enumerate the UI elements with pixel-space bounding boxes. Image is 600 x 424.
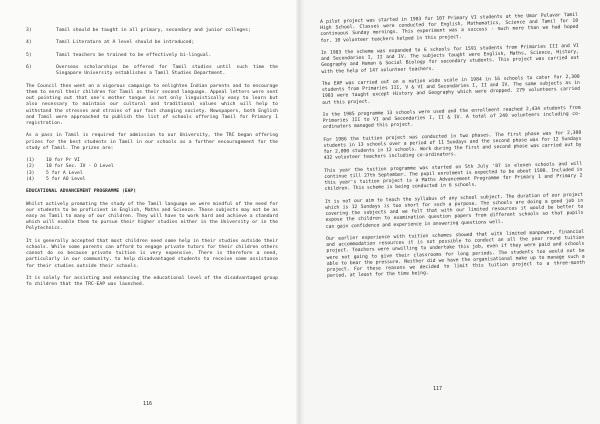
paragraph-project-1986: For 1986 the tuition project was conducted in two phases. The first phase was for 2,300 students in 13 schools over a period of 11 Sundays and the second phase was for 12 Sundays for 2,000 students in 12 schools. Work during the first and second phase was carried out by 432 volunteer teachers including co-ordinators. — [323, 130, 582, 162]
prize-item — [26, 177, 278, 183]
paragraph-experience: Our earlier experience with tuition schemes showed that with limited manpower, financial and accommodation resources it is not possible to conduct an all the year round tuition project. Teachers were unwilling to undertake this job, even if they were paid and schools were not going to give their classrooms for long periods. The students too would not be able to bear the pressure. Neither did we have the organisational make up to manage such a project. For these reasons we decided to limit this tuition project to a three-month period, at least for the time being. — [326, 229, 585, 280]
right-page-content — [320, 13, 585, 287]
prize-number: (4) — [26, 176, 35, 182]
book-gutter — [296, 0, 304, 424]
item-number: 5) — [26, 52, 32, 58]
paragraph-eap-1984: The EAP was carried out on a nation wide scale in 1984 in 16 schools to cater for 2,300 students from Primaries III, V & VI and Secondaries I, II and IV. The same subjects as in 1983 were taught except History and Geography which were dropped. 279 volunteers carried out this project. — [321, 74, 581, 106]
paragraph-eap-purpose: It is solely for assisting and enhancing the educational level of the disadvantaged group fo children that the TRC-EAP was launched. — [26, 275, 278, 288]
prize-text: 10 for Pr VI — [46, 158, 80, 164]
left-page-content — [26, 28, 278, 295]
page-number: 116 — [143, 401, 153, 407]
paragraph-pilot-1983: A pilot project was started in 1983 for 107 Primary VI students at the Umar Pulavar Tamil High School. Classes were conducted for English, Mathematics, Science and Tamil for 10 continuous Sunday mornings. This experiment was a success - much more than we had hoped for. 10 volunteer teachers helped in this project. — [320, 12, 579, 44]
recommendation-item — [26, 53, 278, 59]
item-text: Tamil teachers be trained to be effectively bi-lingual. — [56, 52, 212, 58]
paragraph-expansion-1983: In 1983 the scheme was expanded to 6 schools for 1591 students from Primaries III and VI and Secondaries I, II and IV. The subjects taught were English, Maths, Science, History, Geography and Human & Social Biology for secondary students. This project was carried out with the help of 147 volunteer teachers. — [320, 43, 580, 75]
prize-number: (2) — [26, 164, 35, 170]
prize-list — [26, 158, 278, 183]
paragraph-prizes-intro: As a pass in Tamil is required for admission to our University, the TRC began offering prizes for the best students in Tamil in our schools as a further encouragement for the study of Tamil. The prizes are: — [26, 133, 278, 151]
paragraph-programme-1987: This year the tuition programme was started on 5th July '87 in eleven schools and will continue till 27th September. The pupil enrolment is expected to be about 1500. Included in this year's tuition project is a Maths Advancement Programme for Primary 1 and Primary 2 children. This scheme is being conducted in 6 schools. — [324, 161, 583, 193]
paragraph-council-campaign: The Council then went on a vigorous campaign to enlighten Indian parents and to encourage them to enrol their children for Tamil as their second language. Appeal letters were sent out pointing out that one's mother tongue is not only linguistically easy to learn but also necessary to maintain our cultural and traditional values which will help to withstand the stresses and strains of our fast changing society. Newspapers, both English and Tamil were approached to publish the list of schools offering Tamil for Primary 1 registration. — [26, 83, 278, 126]
item-number: 4) — [26, 40, 32, 46]
recommendation-item — [26, 65, 278, 77]
item-text: Tamil Literature at A level should be introduced; — [56, 40, 195, 46]
section-heading: EDUCATIONAL ADVANCEMENT PROGRAMME (EAP) — [26, 189, 137, 195]
prize-text: 5 for A Level — [46, 170, 83, 176]
paragraph-programme-1985: In the 1985 programme 13 schools were used and the enrollment reached 2,434 students from Primaries III to VI and Secondaries I, II & IV. A total of 249 volunteers including co-ordinators managed this project. — [322, 105, 581, 131]
item-number: 3) — [26, 28, 32, 33]
paragraph-eap-tutoring: It is generally accepted that most children need some help in their studies outside their schools. While some parents can afford to engage private tutors for their children others cannot do so because private tuition is very expensive. There is therefore a need, particularly in our community, to help disadvantaged students to receive some assistance for their studies outside their schools. — [26, 238, 278, 269]
prize-text: 5 for AO Level — [46, 176, 86, 182]
paragraph-eap-proficiency: Whilst actively promoting the study of the Tamil language we were mindful of the need for our students to be proficient in English, Maths and Science. These subjects may not be as easy as Tamil to many of our children. They will have to work hard and achieve a standard which will enable them to pursue their higher studies either in the University or in the Polytechnics. — [26, 201, 278, 232]
item-number: 6) — [26, 65, 32, 71]
paragraph-aim: It is not our aim to teach the syllabus of any school subject. The duration of our project which is 12 Sundays is too short for such a purpose. The schools are doing a good job in covering the subjects and we felt that with our limited resources it would be better to expose the children to examination question papers from different schools so that pupils can gain confidence and experience in answering questions well. — [325, 192, 584, 230]
right-page — [300, 0, 600, 424]
recommendation-item — [26, 28, 278, 34]
prize-number: (1) — [26, 158, 35, 164]
page-number: 117 — [433, 386, 443, 392]
item-text: Tamil should be taught in all primary, secondary and junior colleges; — [56, 28, 251, 33]
prize-text: 10 for Sec. IV - O Level — [46, 164, 114, 170]
item-text: Overseas scholarships be offered for Tamil studies until such time the Singapore University establishes a Tamil Studies Department. — [56, 65, 278, 77]
recommendation-item — [26, 40, 278, 46]
prize-number: (3) — [26, 170, 35, 176]
